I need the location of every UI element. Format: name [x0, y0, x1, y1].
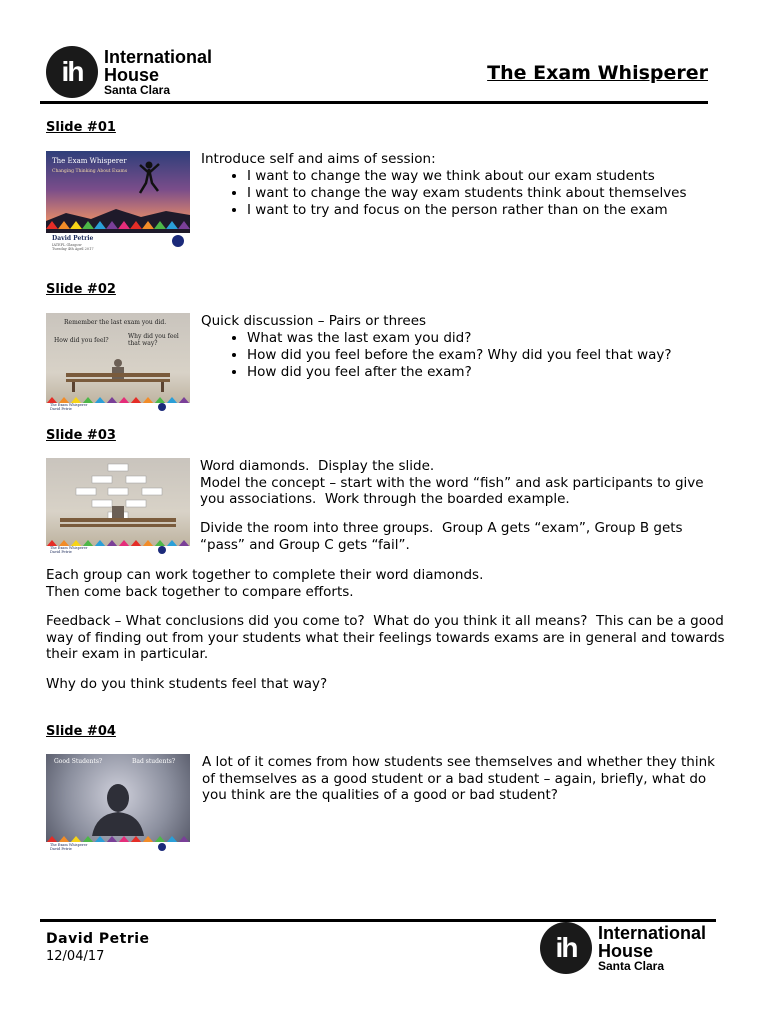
slide-02-thumbnail — [46, 313, 190, 413]
ih-logo-mark-small — [158, 843, 166, 851]
ih-logo-mark-small — [158, 546, 166, 554]
slide-03-para-3: Each group can work together to complete their word diamonds. Then come back together to compare efforts. — [46, 567, 484, 600]
slide-02-bullets — [201, 330, 721, 381]
slide-03-heading: Slide #03 — [46, 428, 116, 443]
bench-figure-icon — [66, 357, 170, 393]
list-item: • I want to change the way exam students think about themselves — [247, 185, 721, 202]
footer-date: 12/04/17 — [46, 949, 105, 964]
slide-02-heading: Slide #02 — [46, 282, 116, 297]
thumb-left-label: Good Students? — [54, 758, 103, 765]
ih-logo-mark-small — [172, 235, 184, 247]
ih-logo-mark-small — [158, 403, 166, 411]
word-diamond-diagram — [46, 458, 190, 538]
slide-01-thumbnail — [46, 151, 190, 253]
jumping-person-icon — [136, 159, 162, 199]
list-item: • What was the last exam you did? — [247, 330, 721, 347]
header-divider — [40, 101, 708, 104]
document-title: The Exam Whisperer — [487, 62, 708, 84]
list-item: • I want to try and focus on the person rather than on the exam — [247, 202, 721, 219]
thumb-footer: The Exam Whisperer David Petrie — [50, 546, 88, 554]
logo-line-1: International — [104, 47, 213, 67]
logo-line-3: Santa Clara — [104, 83, 171, 97]
slide-04-para: A lot of it comes from how students see themselves and whether they think of themselves as a good student or a bad student – again, briefly, what do you think are the qualities of a good or bad student? — [202, 754, 720, 803]
footer-logo — [540, 922, 706, 974]
ih-logo-mark: ih — [46, 46, 98, 98]
slide-03-para-5: Why do you think students feel that way? — [46, 676, 328, 692]
slide-04-thumbnail — [46, 754, 190, 856]
slide-03-para-2: Divide the room into three groups. Group A gets “exam”, Group B gets “pass” and Group C gets “fail”. — [200, 520, 687, 553]
thumb-line-3: Why did you feel that way? — [128, 333, 179, 347]
thumb-subtitle: Changing Thinking About Exams — [52, 169, 128, 174]
thumb-footer: The Exam Whisperer David Petrie — [50, 403, 88, 411]
list-item: • I want to change the way we think about our exam students — [247, 168, 721, 185]
thumb-line-1: Remember the last exam you did. — [64, 319, 167, 326]
slide-03-thumbnail — [46, 458, 190, 556]
thumb-title: The Exam Whisperer — [52, 157, 127, 165]
slide-02-intro: Quick discussion – Pairs or threes — [201, 313, 427, 329]
header-logo — [46, 46, 212, 98]
slide-03-para-4: Feedback – What conclusions did you come to? What do you think it all means? This can be a good way of finding out from your students what their feelings towards exams are in general and towards their exam in particular. — [46, 613, 729, 662]
list-item: • How did you feel after the exam? — [247, 364, 721, 381]
rainbow-zigzag — [46, 219, 190, 229]
thumb-right-label: Bad students? — [132, 758, 176, 765]
thumb-footer: The Exam Whisperer David Petrie — [50, 843, 88, 851]
slide-01-bullets — [201, 168, 721, 219]
list-item: • How did you feel before the exam? Why did you feel that way? — [247, 347, 721, 364]
thumb-line-2: How did you feel? — [54, 337, 109, 344]
thumb-meta-2: Tuesday 4th April 2017 — [52, 247, 94, 251]
footer-author: David Petrie — [46, 931, 150, 947]
logo-line-3: Santa Clara — [598, 959, 665, 973]
slide-04-heading: Slide #04 — [46, 724, 116, 739]
thumb-meta-1: IATEFL Glasgow — [52, 243, 82, 247]
silhouette-icon — [88, 780, 148, 836]
slide-01-intro: Introduce self and aims of session: — [201, 151, 436, 167]
logo-line-2: House — [104, 65, 160, 85]
ih-logo-mark: ih — [540, 922, 592, 974]
logo-line-1: International — [598, 923, 707, 943]
logo-line-2: House — [598, 941, 654, 961]
thumb-author: David Petrie — [52, 235, 94, 242]
slide-01-heading: Slide #01 — [46, 120, 116, 135]
slide-03-para-1: Word diamonds. Display the slide. Model the concept – start with the word “fish” and ask participants to give you associations. Work through the boarded example. — [200, 458, 704, 507]
